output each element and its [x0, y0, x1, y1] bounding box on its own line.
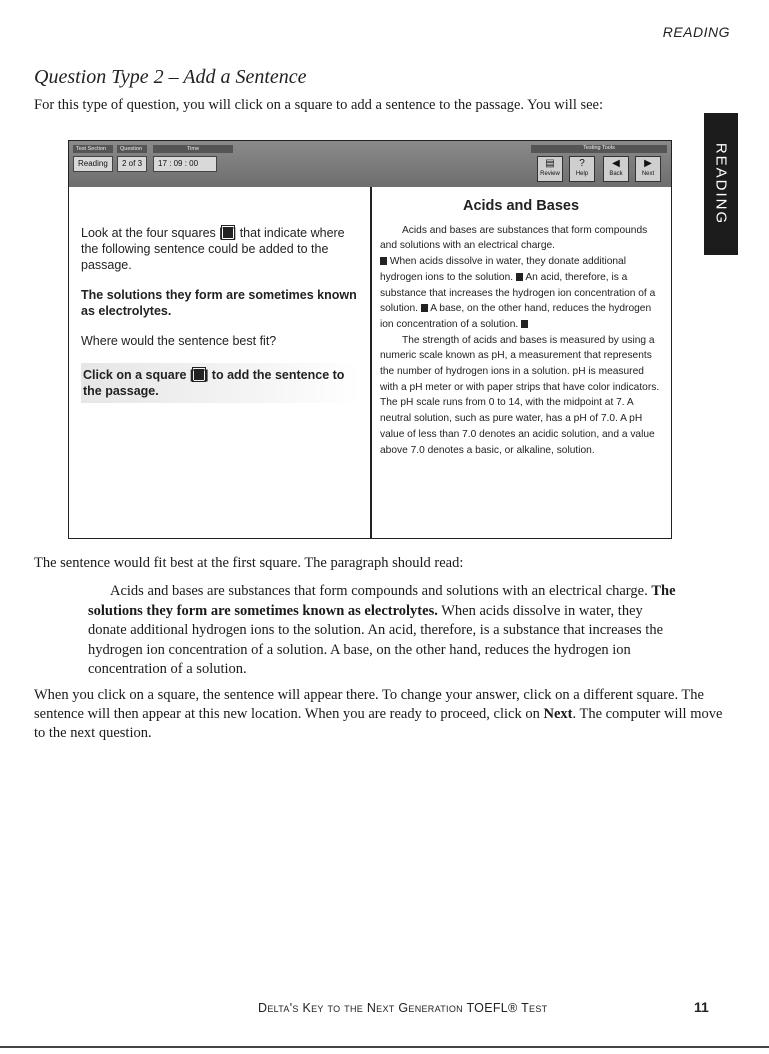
back-button[interactable] — [603, 156, 629, 182]
back-button-label: Back — [609, 171, 623, 177]
page-number: 11 — [694, 999, 709, 1015]
question-indicator — [117, 145, 147, 172]
help-button[interactable] — [569, 156, 595, 182]
insert-square-1[interactable] — [380, 257, 387, 265]
section-indicator-value: Reading — [73, 156, 113, 172]
closing-text: When you click on a square, the sentence will appear there. To change your answer, click on a different square. The sentence will then appear at this new location. When you are ready to proceed, click on Next. The computer will move to the next question. — [34, 687, 723, 741]
section-title: Question Type 2 – Add a Sentence — [34, 66, 307, 88]
answer-lead: The sentence would fit best at the first square. The paragraph should read: — [34, 555, 464, 571]
answer-paragraph: Acids and bases are substances that form compounds and solutions with an electrical charge. The solutions they form are sometimes known as electrolytes. When acids dissolve in water, they donate additional hydrogen ions to the solution. An acid, therefore, is a substance that increases the hydrogen ion concentration of a solution. A base, on the other hand, reduces the hydrogen ion concentration of a solution. — [88, 583, 676, 677]
instruction-text: Look at the four squares [ ] that indicate where the following sentence could be added to the passage. — [81, 226, 345, 272]
question-indicator-label: Question — [117, 145, 147, 153]
review-button-label: Review — [540, 171, 560, 177]
question-pane — [81, 225, 361, 417]
timer — [153, 145, 233, 172]
toolbar — [69, 141, 671, 187]
pane-divider — [370, 187, 372, 538]
timer-value: 17 : 09 : 00 — [153, 156, 217, 172]
side-tab — [704, 113, 738, 255]
passage-title: Acids and Bases — [462, 198, 580, 214]
question-indicator-value: 2 of 3 — [117, 156, 147, 172]
next-button[interactable] — [635, 156, 661, 182]
running-head: READING — [662, 24, 730, 40]
section-indicator-label: Test Section — [73, 145, 113, 153]
help-icon: ? — [579, 158, 585, 169]
square-marker-icon — [194, 369, 204, 380]
timer-label: Time — [153, 145, 233, 153]
next-button-label: Next — [641, 171, 655, 177]
help-button-label: Help — [575, 171, 589, 177]
back-arrow-icon: ◀ — [612, 158, 620, 169]
inserted-sentence: The solutions they form are sometimes known as electrolytes. — [88, 583, 676, 619]
section-indicator — [73, 145, 113, 172]
review-button[interactable] — [537, 156, 563, 182]
side-tab-label: READING — [712, 142, 730, 226]
bottom-rule — [0, 1046, 769, 1048]
square-marker-icon — [223, 227, 233, 238]
next-emphasis: Next — [543, 706, 573, 722]
click-instruction: Click on a square [ ] to add the sentence to the passage. — [81, 363, 361, 403]
testing-tools-label: Testing Tools — [531, 145, 667, 153]
test-screen — [68, 140, 672, 539]
footer-title: Delta's Key to the Next Generation TOEFL® Test — [258, 1001, 548, 1015]
passage-paragraph-1: Acids and bases are substances that form compounds and solutions with an electrical charge. When acids dissolve in water, they donate additional hydrogen ions to the solution. An acid, therefore, is a substance that increases the hydrogen ion concentration of a solution. A base, on the other hand, reduces the hydrogen ion concentration of a solution. — [380, 224, 656, 330]
insert-square-3[interactable] — [421, 304, 428, 312]
review-icon: ▤ — [545, 158, 555, 169]
sentence-to-insert: The solutions they form are sometimes known as electrolytes. — [81, 288, 357, 318]
next-arrow-icon: ▶ — [644, 158, 652, 169]
passage-pane — [380, 199, 662, 458]
intro-text: For this type of question, you will click on a square to add a sentence to the passage. You will see: — [34, 97, 604, 113]
passage-paragraph-2: The strength of acids and bases is measured by using a numeric scale known as pH, a measurement that represents the number of hydrogen ions in a solution. pH is measured with a pH meter or with paper strips that have color indicators. The pH scale runs from 0 to 14, with the midpoint at 7. A neutral solution, such as pure water, has a pH of 7.0. A pH value of less than 7.0 denotes an acidic solution, and a value above 7.0 denotes a basic, or alkaline, solution. — [380, 334, 660, 456]
insert-square-4[interactable] — [521, 320, 528, 328]
question-text: Where would the sentence best fit? — [81, 334, 277, 348]
